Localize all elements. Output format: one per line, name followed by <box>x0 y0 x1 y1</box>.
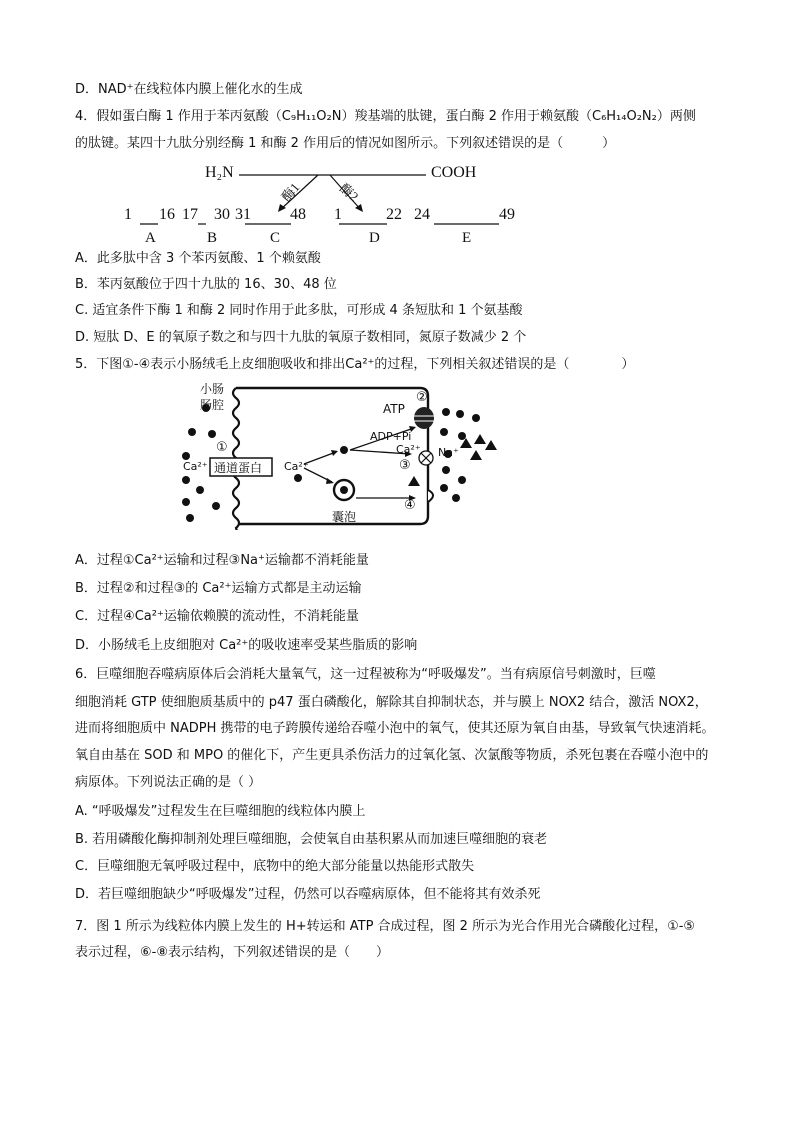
segment-d-label: D <box>369 230 380 246</box>
q4-stem-line1: 4．假如蛋白酶 1 作用于苯丙氨酸（C₉H₁₁O₂N）羧基端的肽键，蛋白酶 2 作用于赖氨酸（C₆H₁₄O₂N₂）两侧 <box>75 109 696 124</box>
step3-marker: ③ <box>399 458 411 473</box>
na-label: Na⁺ <box>438 446 459 459</box>
ca-outside-label: Ca²⁺ <box>183 460 208 473</box>
q7-stem-line2: 表示过程，⑥-⑧表示结构，下列叙述错误的是（ ） <box>75 945 389 960</box>
segment-e-end: 49 <box>499 206 515 223</box>
q6-stem-line5: 病原体。下列说法正确的是（ ） <box>75 775 262 790</box>
q6-stem-line4: 氧自由基在 SOD 和 MPO 的催化下，产生更具杀伤活力的过氧化氢、次氯酸等物质，杀死包裹在吞噬小泡中的 <box>75 748 709 763</box>
lumen-label-1: 小肠 <box>200 382 225 396</box>
segment-a-start: 1 <box>124 206 132 223</box>
segment-a-label: A <box>145 230 156 246</box>
q5-option-b: B．过程②和过程③的 Ca²⁺运输方式都是主动运输 <box>75 581 362 596</box>
vesicle-label: 囊泡 <box>332 510 357 524</box>
segment-d-end: 22 <box>386 206 402 223</box>
c-terminus-label: COOH <box>431 164 477 181</box>
q6-option-b: B. 若用磷酸化酶抑制剂处理巨噬细胞，会使氧自由基积累从而加速巨噬细胞的衰老 <box>75 832 548 847</box>
q6-stem-line3: 进而将细胞质中 NADPH 携带的电子跨膜传递给吞噬小泡中的氧气，使其还原为氧自由基，导致氧气快速消耗。 <box>75 721 715 736</box>
q5-option-a: A．过程①Ca²⁺运输和过程③Na⁺运输都不消耗能量 <box>75 553 369 568</box>
q4-option-c: C. 适宜条件下酶 1 和酶 2 同时作用于此多肽，可形成 4 条短肽和 1 个氨基酸 <box>75 303 523 318</box>
q6-option-d: D．若巨噬细胞缺少“呼吸爆发”过程，仍然可以吞噬病原体，但不能将其有效杀死 <box>75 887 541 902</box>
q5-option-c: C．过程④Ca²⁺运输依赖膜的流动性，不消耗能量 <box>75 609 359 624</box>
segment-b-label: B <box>207 230 218 246</box>
q4-peptide-figure <box>110 158 530 250</box>
q4-option-a: A．此多肽中含 3 个苯丙氨酸、1 个赖氨酸 <box>75 251 321 266</box>
enzyme1-label: 酶1 <box>278 179 303 205</box>
q3-option-d: D．NAD⁺在线粒体内膜上催化水的生成 <box>75 82 303 97</box>
ca-inside-label: Ca²⁺ <box>284 460 309 473</box>
segment-b-start: 17 <box>182 206 198 223</box>
segment-e-start: 24 <box>414 206 430 223</box>
q7-stem-line1: 7．图 1 所示为线粒体内膜上发生的 H+转运和 ATP 合成过程，图 2 所示为光合作用光合磷酸化过程，①-⑤ <box>75 919 696 934</box>
q6-option-c: C．巨噬细胞无氧呼吸过程中，底物中的绝大部分能量以热能形式散失 <box>75 859 475 874</box>
q4-stem-line2: 的肽键。某四十九肽分别经酶 1 和酶 2 作用后的情况如图所示。下列叙述错误的是（ ） <box>75 136 616 151</box>
segment-d-start: 1 <box>334 206 342 223</box>
q6-stem-line2: 细胞消耗 GTP 使细胞质基质中的 p47 蛋白磷酸化，解除其自抑制状态，并与膜上 NOX2 结合，激活 NOX2， <box>75 695 708 710</box>
q6-stem-line1: 6．巨噬细胞吞噬病原体后会消耗大量氧气，这一过程被称为“呼吸爆发”。当有病原信号刺激时，巨噬 <box>75 667 656 682</box>
segment-b-end: 30 <box>214 206 230 223</box>
step2-marker: ② <box>416 390 428 405</box>
segment-e-label: E <box>462 230 472 246</box>
step4-marker: ④ <box>404 498 416 513</box>
segment-c-start: 31 <box>235 206 251 223</box>
q4-option-d: D. 短肽 D、E 的氧原子数之和与四十九肽的氧原子数相同，氮原子数减少 2 个 <box>75 330 527 345</box>
lumen-label-2: 肠腔 <box>200 398 225 412</box>
atp-label: ATP <box>383 402 405 416</box>
q5-stem: 5．下图①-④表示小肠绒毛上皮细胞吸收和排出Ca²⁺的过程，下列相关叙述错误的是（ ） <box>75 357 635 372</box>
segment-c-end: 48 <box>290 206 306 223</box>
q4-option-b: B．苯丙氨酸位于四十九肽的 16、30、48 位 <box>75 277 337 292</box>
n-terminus-label: H₂N <box>205 164 234 181</box>
segment-a-end: 16 <box>159 206 175 223</box>
segment-c-label: C <box>270 230 281 246</box>
adp-pi-label: ADP+Pi <box>370 430 412 443</box>
channel-protein-label: 通道蛋白 <box>214 461 263 475</box>
q5-cell-figure <box>178 380 508 530</box>
enzyme2-label: 酶2 <box>336 180 362 205</box>
step1-marker: ① <box>216 440 228 455</box>
ca-pump-label: Ca²⁺ <box>396 443 421 456</box>
q5-option-d: D．小肠绒毛上皮细胞对 Ca²⁺的吸收速率受某些脂质的影响 <box>75 638 418 653</box>
q6-option-a: A. “呼吸爆发”过程发生在巨噬细胞的线粒体内膜上 <box>75 804 366 819</box>
